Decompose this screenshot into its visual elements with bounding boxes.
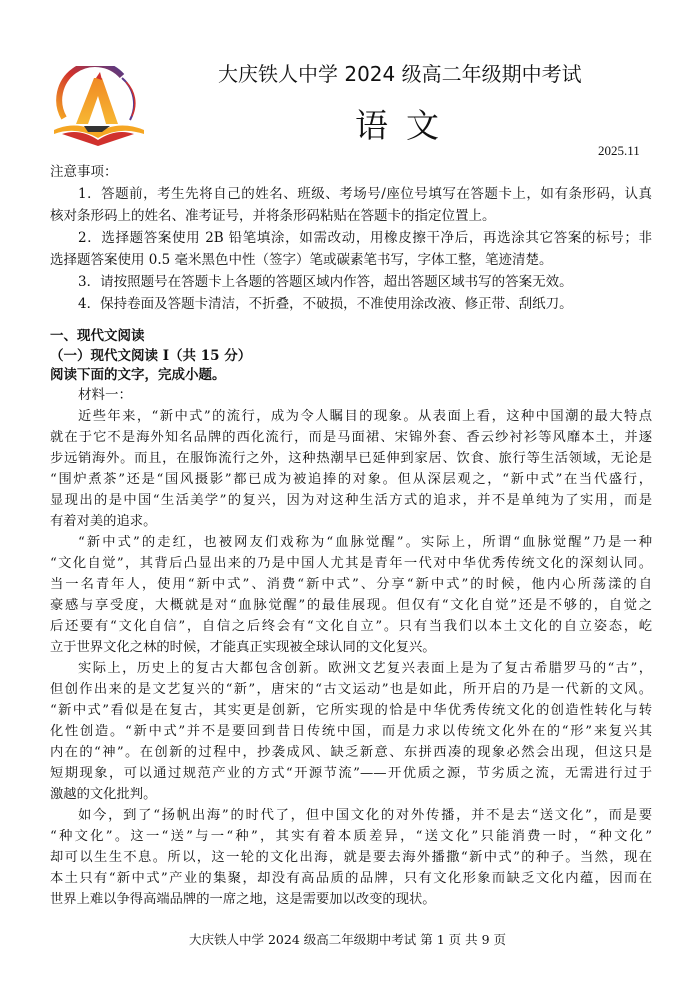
reading-passage: [50, 406, 652, 910]
notice-heading: 注意事项：: [50, 164, 118, 180]
page-footer: 大庆铁人中学 2024 级高二年级期中考试 第 1 页 共 9 页: [188, 932, 506, 947]
paragraph-line: 后还要有“文化自信”，自信之后终会有“文化自立”。只有当我们以本土文化的自立姿态，屹: [50, 619, 652, 634]
paragraph-line: 内在的“神”。在创新的过程中，抄袭成风、缺乏新意、东拼西凑的现象必然会出现，但这只是: [50, 745, 652, 760]
notice-line: 4．保持卷面及答题卡清洁，不折叠，不破损，不准使用涂改液、修正带、刮纸刀。: [78, 296, 573, 312]
paragraph-line: 短期现象，可以通过规范产业的方式“开源节流”——开优质之源，节劣质之流，无需进行过于: [50, 766, 652, 781]
paragraph-line: “新中式”的走红，也被网友们戏称为“血脉觉醒”。实际上，所谓“血脉觉醒”乃是一种: [78, 535, 652, 550]
subject-title: 语文: [355, 106, 457, 145]
paragraph-line: “新中式”看似是在复古，其实更是创新，它所实现的恰是中华优秀传统文化的创造性转化与转: [50, 703, 652, 718]
notice-line: 核对条形码上的姓名、准考证号，并将条形码粘贴在答题卡的指定位置上。: [50, 208, 496, 224]
instruction: 阅读下面的文字，完成小题。: [50, 367, 226, 383]
paragraph-line: 有着对美的追求。: [50, 514, 157, 529]
part-heading: 一、现代文阅读: [50, 328, 145, 344]
notice-line: 3．请按照题号在答题卡上各题的答题区域内作答，超出答题区域书写的答案无效。: [78, 274, 573, 290]
exam-date: 2025.11: [598, 143, 640, 158]
paragraph-line: “围炉煮茶”还是“国风摄影”都已成为被追捧的对象。但从深层观之，“新中式”在当代盛行，: [50, 472, 652, 487]
school-logo: [52, 66, 146, 146]
notice-section: [50, 161, 652, 315]
paragraph-line: 世界上难以争得高端品牌的一席之地，这是需要加以改变的现状。: [50, 892, 436, 907]
material-label: 材料一：: [78, 386, 132, 403]
paragraph-line: 如今，到了“扬帆出海”的时代了，但中国文化的对外传播，并不是去“送文化”，而是要: [78, 808, 652, 823]
paragraph-line: 显现出的是中国“生活美学”的复兴，因为对这种生活方式的追求，并不是单纯为了实用，而是: [50, 493, 652, 508]
paragraph-line: 实际上，历史上的复古大都包含创新。欧洲文艺复兴表面上是为了复古希腊罗马的“古”，: [78, 661, 652, 676]
paragraph-line: 立于世界文化之林的时候，才能真正实现被全球认同的文化复兴。: [50, 640, 436, 655]
paragraph-line: 但创作出来的是文艺复兴的“新”，唐宋的“古文运动”也是如此，所开启的乃是一代新的文风。: [50, 682, 652, 697]
paragraph-line: 本土只有“新中式”产业的集聚，却没有高品质的品牌，只有文化形象而缺乏文化内蕴，因而在: [50, 871, 652, 886]
notice-line: 选择题答案使用 0.5 毫米黑色中性（签字）笔或碳素笔书写，字体工整，笔迹清楚。: [50, 252, 553, 268]
section-headings: [50, 327, 652, 405]
subsection-heading: （一）现代文阅读 I（共 15 分）: [50, 347, 252, 364]
paragraph-line: “种文化”。这一“送”与一“种”，其实有着本质差异，“送文化”只能消费一时，“种文化”: [50, 829, 652, 844]
paragraph: [50, 658, 652, 805]
paragraph-line: 却可以生生不息。所以，这一轮的文化出海，就是要去海外播撒“新中式”的种子。当然，现在: [50, 850, 652, 865]
notice-line: 1．答题前，考生先将自己的姓名、班级、考场号/座位号填写在答题卡上，如有条形码，认真: [78, 186, 652, 202]
paragraph-line: 就在于它不是海外知名品牌的西化流行，而是马面裙、宋锦外套、香云纱衬衫等风靡本土，并逐: [50, 430, 652, 445]
paragraph-line: 激越的文化批判。: [50, 787, 157, 802]
exam-title: 大庆铁人中学 2024 级高二年级期中考试: [218, 62, 582, 86]
paragraph-line: 步远销海外。而且，在服饰流行之外，这种热潮早已延伸到家居、饮食、旅行等生活领域，无论是: [50, 451, 652, 466]
paragraph: [50, 406, 652, 532]
paragraph-line: 豪感与享受度，大概就是对“血脉觉醒”的最佳展现。但仅有“文化自觉”还是不够的，自觉之: [50, 598, 652, 613]
paragraph-line: 化性创造。“新中式”并不是要回到昔日传统中国，而是力求以传统文化外在的“形”来复兴其: [50, 724, 652, 739]
notice-line: 2．选择题答案使用 2B 铅笔填涂，如需改动，用橡皮擦干净后，再选涂其它答案的标号；非: [78, 230, 652, 246]
paragraph-line: 近些年来，“新中式”的流行，成为令人瞩目的现象。从表面上看，这种中国潮的最大特点: [78, 409, 652, 424]
paragraph-line: “文化自觉”，其背后凸显出来的乃是中国人尤其是青年一代对中华优秀传统文化的深刻认同。: [50, 556, 652, 571]
paragraph-line: 当一名青年人，使用“新中式”、消费“新中式”、分享“新中式”的时候，他内心所荡漾的自: [50, 577, 652, 592]
paragraph: [50, 805, 652, 910]
paragraph: [50, 532, 652, 658]
